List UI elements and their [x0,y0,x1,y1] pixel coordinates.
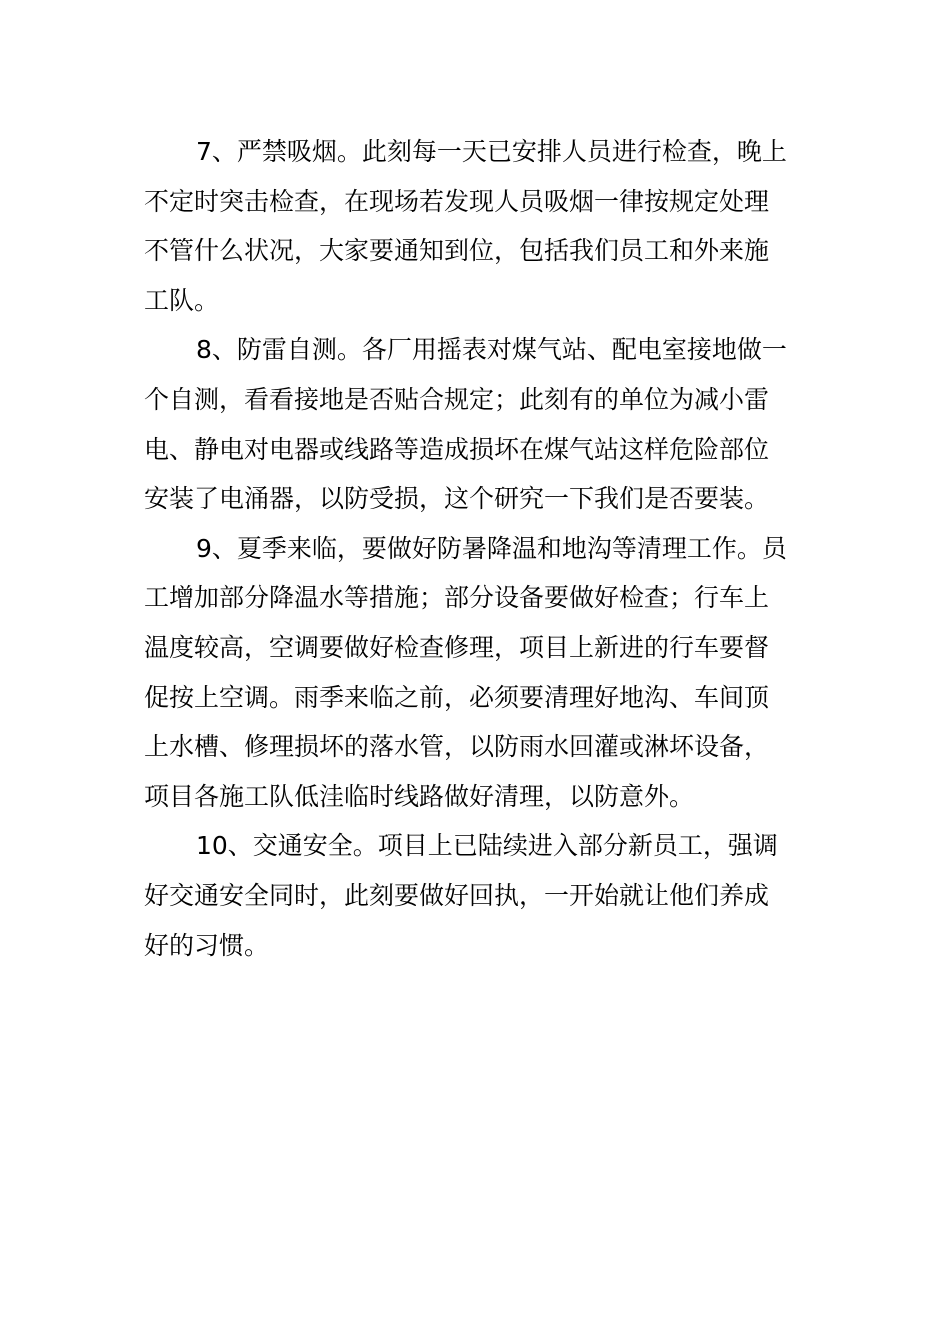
text-line: 8、防雷自测。各厂用摇表对煤气站、配电室接地做一 [196,335,787,365]
text-line: 安装了电涌器，以防受损，这个研究一下我们是否要装。 [144,484,770,514]
text-line: 10、交通安全。项目上已陆续进入部分新员工，强调 [196,831,778,861]
text-line: 促按上空调。雨季来临之前，必须要清理好地沟、车间顶 [144,682,770,712]
document-body [144,127,808,970]
text-line: 电、静电对电器或线路等造成损坏在煤气站这样危险部位 [144,434,770,464]
text-line: 工增加部分降温水等措施；部分设备要做好检查；行车上 [144,583,770,613]
text-line: 工队。 [144,285,220,315]
paragraph-10-traffic-safety [144,821,808,970]
text-line: 7、严禁吸烟。此刻每一天已安排人员进行检查，晚上 [196,137,787,166]
text-line: 不管什么状况，大家要通知到位，包括我们员工和外来施 [144,236,770,266]
text-line: 温度较高，空调要做好检查修理，项目上新进的行车要督 [144,632,770,662]
paragraph-9-summer-preparation [144,524,808,822]
text-line: 好的习惯。 [144,930,270,960]
text-line: 好交通安全同时，此刻要做好回执，一开始就让他们养成 [144,880,770,910]
text-line: 不定时突击检查，在现场若发现人员吸烟一律按规定处理 [144,186,770,216]
text-line: 9、夏季来临，要做好防暑降温和地沟等清理工作。员 [196,533,787,563]
text-line: 项目各施工队低洼临时线路做好清理，以防意外。 [144,781,695,811]
paragraph-7-smoking-ban [144,127,808,325]
paragraph-8-lightning-test [144,325,808,523]
text-line: 个自测，看看接地是否贴合规定；此刻有的单位为减小雷 [144,384,770,414]
text-line: 上水槽、修理损坏的落水管，以防雨水回灌或淋坏设备， [144,732,770,762]
